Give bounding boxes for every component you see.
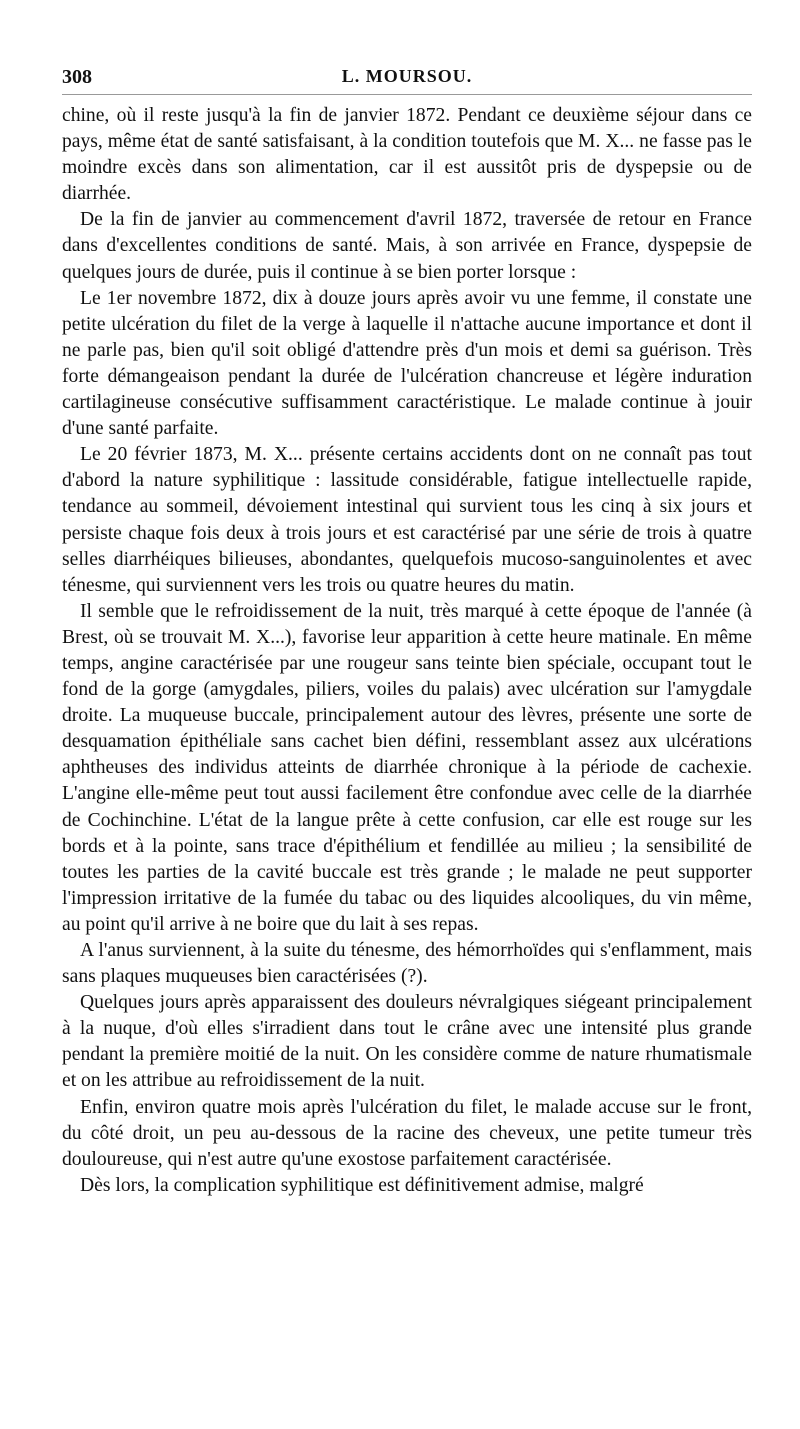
paragraph: De la fin de janvier au commencement d'avril 1872, traversée de retour en France dans d'excellentes conditions de santé. Mais, à son arrivée en France, dyspepsie de quelques jours de durée, puis il continue à se bien porter lorsque :	[62, 209, 752, 283]
page-number: 308	[62, 66, 92, 88]
paragraph: Le 1er novembre 1872, dix à douze jours après avoir vu une femme, il constate une petite ulcération du filet de la verge à laquelle il n'attache aucune importance et dont il ne parle pas, bien qu'il soit obligé d'attendre près d'un mois et demi sa guérison. Très forte démangeaison pendant la durée de l'ulcération chancreuse et légère induration cartilagineuse consécutive suffisamment caractéristique. Le malade continue à jouir d'une santé parfaite.	[62, 287, 752, 440]
paragraph: Le 20 février 1873, M. X... présente certains accidents dont on ne connaît pas tout d'abord la nature syphilitique : lassitude considérable, fatigue intellectuelle rapide, tendance au sommeil, dévoiement intestinal qui survient tous les cinq à six jours et persiste chaque fois deux à trois jours et est caractérisé par une série de trois à quatre selles diarrhéiques bilieuses, abondantes, quelquefois mucoso-sanguinolentes et avec ténesme, qui surviennent vers les trois ou quatre heures du matin.	[62, 444, 752, 596]
page-header	[62, 62, 752, 95]
paragraph: Enfin, environ quatre mois après l'ulcération du filet, le malade accuse sur le front, du côté droit, un peu au-dessous de la racine des cheveux, une petite tumeur très douloureuse, qui n'est autre qu'une exostose parfaitement caractérisée.	[62, 1096, 752, 1170]
running-head: L. MOURSOU.	[341, 66, 473, 86]
paragraph: chine, où il reste jusqu'à la fin de janvier 1872. Pendant ce deuxième séjour dans ce pays, même état de santé satisfaisant, à la condition toutefois que M. X... ne fasse pas le moindre excès dans son alimentation, car il est aussitôt pris de dyspepsie ou de diarrhée.	[62, 105, 752, 205]
paragraph: Dès lors, la complication syphilitique est définitivement admise, malgré	[80, 1174, 644, 1196]
body-text	[62, 103, 752, 1199]
paragraph: A l'anus surviennent, à la suite du ténesme, des hémorrhoïdes qui s'enflamment, mais sans plaques muqueuses bien caractérisées (?).	[62, 940, 752, 988]
paragraph: Il semble que le refroidissement de la nuit, très marqué à cette époque de l'année (à Brest, où se trouvait M. X...), favorise leur apparition à cette heure matinale. En même temps, angine caractérisée par une rougeur sans teinte bien spéciale, occupant tout le fond de la gorge (amygdales, piliers, voiles du palais) avec ulcération sur l'amygdale droite. La muqueuse buccale, principalement autour des lèvres, présente une sorte de desquamation épithéliale sans cachet bien défini, ressemblant assez aux ulcérations aphtheuses des individus atteints de diarrhée chronique à la période de cachexie. L'angine elle-même peut tout aussi facilement être confondue avec celle de la diarrhée de Cochinchine. L'état de la langue prête à cette confusion, car elle est rouge sur les bords et à la pointe, sans trace d'épithélium et fendillée au milieu ; la sensibilité de toutes les parties de la cavité buccale est très grande ; le malade ne peut supporter l'impression irritative de la fumée du tabac ou des liquides alcooliques, du vin même, au point qu'il arrive à ne boire que du lait à ses repas.	[62, 600, 752, 935]
paragraph: Quelques jours après apparaissent des douleurs névralgiques siégeant principalement à la nuque, d'où elles s'irradient dans tout le crâne avec une intensité plus grande pendant la première moitié de la nuit. On les considère comme de nature rhumatismale et on les attribue au refroidissement de la nuit.	[62, 992, 752, 1092]
